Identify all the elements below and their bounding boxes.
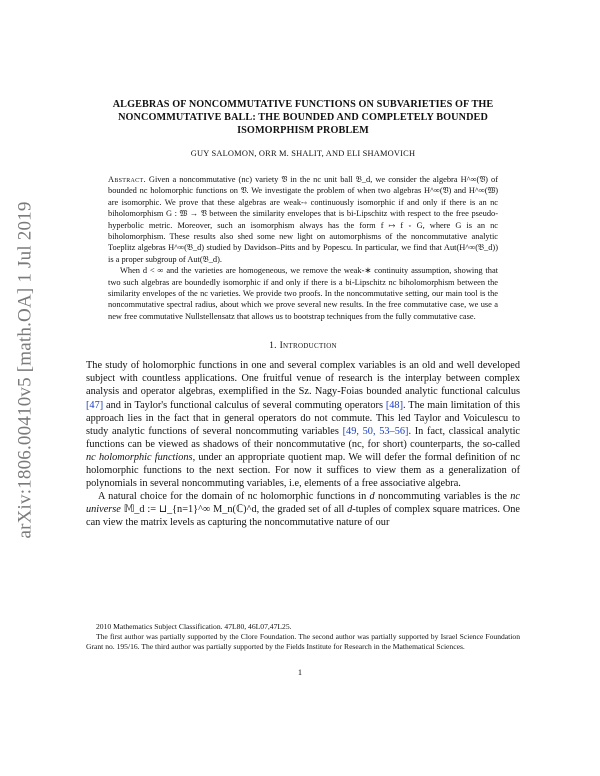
body-paragraph-2 bbox=[86, 490, 520, 529]
footnote-funding: The first author was partially supported by the Clore Foundation. The second author was partially supported by Israel Science Foundation Grant no. 195/16. The third author was partially supported by the Fields Institute for Research in the Mathematical Sciences. bbox=[86, 632, 520, 652]
arxiv-identifier-text: arXiv:1806.00410v5 [math.OA] 1 Jul 2019 bbox=[15, 201, 37, 539]
body-text-span: . The main limitation of this approach lies in the fact that in general operators do not commute. This led Taylor and Voiculescu to study analytic functions of several noncommuting variables bbox=[86, 399, 520, 437]
footnotes bbox=[86, 622, 520, 653]
citation-link[interactable]: [49, 50, 53–56] bbox=[342, 425, 409, 437]
section-number: 1. bbox=[269, 340, 277, 352]
abstract-paragraph-2: When d < ∞ and the varieties are homogeneous, we remove the weak-∗ continuity assumption, showing that two such algebras are boundedly isomorphic if and only if there is a bi-Lipschitz nc biholomorphism between the similarity envelopes of the nc varieties. We provide two proofs. In the noncommutative setting, our main tool is the noncommutative spectral radius, about which we prove several new results. In the free commutative case, we use a new free commutative Nullstellensatz that allows us to bootstrap techniques from the fully commutative case. bbox=[108, 266, 498, 321]
body-paragraph-1 bbox=[86, 359, 520, 490]
body-text-span: and in Taylor's functional calculus of several commuting operators bbox=[103, 399, 386, 411]
body-text-span: , under an appropriate quotient map. We will defer the formal definition of nc holomorphic functions to the next section. For now it suffices to view them as a generalization of polynomials in several noncommuting variables, i.e, elements of a free associative algebra. bbox=[86, 451, 521, 490]
arxiv-identifier-stamp bbox=[6, 160, 46, 580]
body-text-span: , the graded set of all bbox=[256, 504, 348, 516]
citation-link[interactable]: [47] bbox=[86, 399, 104, 411]
abstract-text-1: Given a noncommutative (nc) variety 𝔙 in the nc unit ball 𝔅_d, we consider the algebra H^∞(𝔙) of bounded nc holomorphic functions on 𝔙. We investigate the problem of when two algebras H^∞(𝔙) and H^∞(𝔚) are isomorphic. We prove that these algebras are weak-∗ continuously isomorphic if and only if there is an nc biholomorphism G : 𝔚 → 𝔙 between the similarity envelopes that is bi-Lipschitz with respect to the free pseudo-hyperbolic metric. Moreover, such an isomorphism always has the form f ↦ f ∘ G, where G is an nc biholomorphism. These results also shed some new light on automorphisms of the noncommutative analytic Toeplitz algebras H^∞(𝔅_d) studied by Davidson–Pitts and by Popescu. In particular, we find that Aut(H^∞(𝔅_d)) is a proper subgroup of Aut(𝔅_d). bbox=[108, 175, 498, 264]
emphasis-term: nc universe bbox=[86, 491, 520, 516]
body-text-span: . In fact, classical analytic functions can be viewed as shadows of their noncommutative (nc, for short) counterparts, the so-called bbox=[86, 425, 520, 450]
footnote-msc: 2010 Mathematics Subject Classification. 47L80, 46L07,47L25. bbox=[96, 622, 292, 631]
math-formula: 𝕄_d := ⊔_{n=1}^∞ M_n(ℂ)^d bbox=[120, 504, 257, 516]
body-text-span: The study of holomorphic functions in one and several complex variables is an old and well developed subject with countless applications. One fruitful venue of research is the interplay between complex analysis and operator algebras, exemplified in the Sz. Nagy-Foias bounded analytic functional calculus bbox=[86, 360, 520, 398]
body-text bbox=[86, 359, 520, 529]
title-line-3: ISOMORPHISM PROBLEM bbox=[237, 125, 369, 136]
body-text-span: noncommuting variables is the bbox=[374, 491, 511, 503]
title-line-2: NONCOMMUTATIVE BALL: THE BOUNDED AND COMPLETELY BOUNDED bbox=[118, 112, 488, 123]
section-heading bbox=[86, 340, 520, 351]
paper-title bbox=[86, 98, 520, 137]
section-title: Introduction bbox=[279, 340, 337, 352]
math-variable: d bbox=[369, 491, 375, 503]
author-list: GUY SALOMON, ORR M. SHALIT, AND ELI SHAMOVICH bbox=[190, 149, 416, 158]
abstract bbox=[108, 174, 498, 322]
emphasis-term: nc holomorphic functions bbox=[86, 451, 193, 463]
citation-link[interactable]: [48] bbox=[385, 399, 404, 411]
math-variable: d bbox=[347, 504, 353, 516]
abstract-paragraph-1 bbox=[108, 174, 498, 265]
body-text-span: -tuples of complex square matrices. One can view the matrix levels as capturing the noncommutative nature of our bbox=[86, 504, 520, 529]
paper-page bbox=[86, 0, 520, 530]
page-number: 1 bbox=[297, 668, 303, 677]
title-line-1: ALGEBRAS OF NONCOMMUTATIVE FUNCTIONS ON SUBVARIETIES OF THE bbox=[112, 99, 494, 110]
body-text-span: A natural choice for the domain of nc holomorphic functions in bbox=[98, 491, 370, 503]
abstract-label: Abstract. bbox=[108, 175, 146, 184]
